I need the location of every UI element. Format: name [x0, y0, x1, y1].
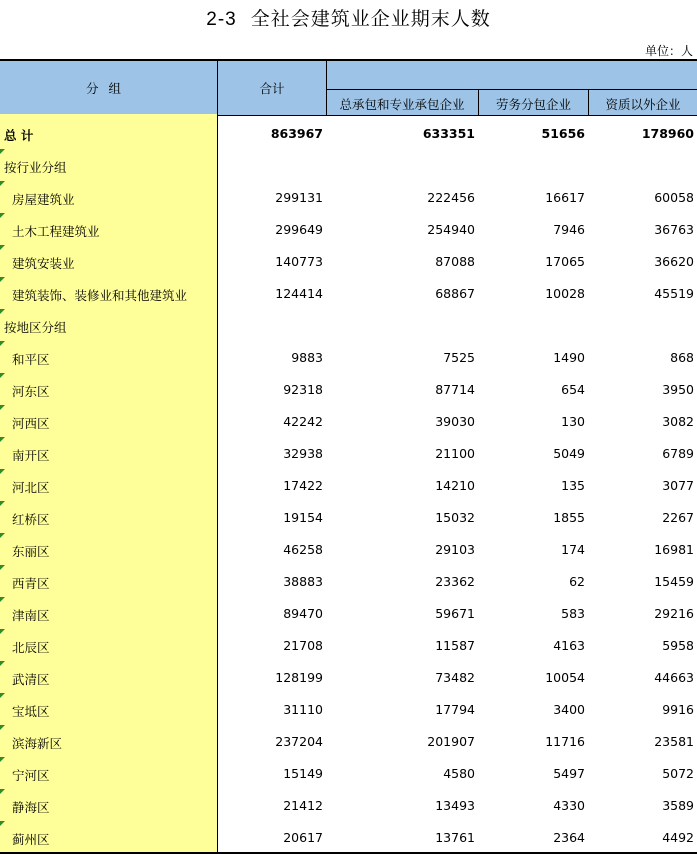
- row-value: 124414: [275, 286, 323, 301]
- row-label: 静海区: [12, 800, 50, 815]
- row-label: 东丽区: [12, 544, 50, 559]
- row-value: 45519: [654, 286, 694, 301]
- row-value: 13761: [435, 830, 475, 845]
- table-row: [0, 661, 697, 693]
- row-value: 254940: [427, 222, 475, 237]
- cell-marker: [0, 597, 5, 602]
- row-value: 17065: [545, 254, 585, 269]
- row-label: 武清区: [12, 672, 50, 687]
- row-value: 4580: [443, 766, 475, 781]
- table-row: [0, 629, 697, 661]
- row-value: 87088: [435, 254, 475, 269]
- row-value: 7525: [443, 350, 475, 365]
- row-value: 29216: [654, 606, 694, 621]
- row-value: 633351: [422, 126, 475, 141]
- row-value: 92318: [283, 382, 323, 397]
- row-label: 红桥区: [12, 512, 50, 527]
- row-value: 21100: [435, 446, 475, 461]
- cell-marker: [0, 693, 5, 698]
- row-value: 3082: [662, 414, 694, 429]
- cell-marker: [0, 757, 5, 762]
- row-label: 南开区: [12, 448, 50, 463]
- table-row: [0, 341, 697, 373]
- row-value: 16617: [545, 190, 585, 205]
- row-value: 15459: [654, 574, 694, 589]
- row-value: 39030: [435, 414, 475, 429]
- cell-marker: [0, 277, 5, 282]
- row-value: 4330: [553, 798, 585, 813]
- row-value: 89470: [283, 606, 323, 621]
- cell-marker: [0, 469, 5, 474]
- total-row: [0, 117, 697, 149]
- table-title-text: 全社会建筑业企业期末人数: [250, 8, 491, 30]
- row-value: 1490: [553, 350, 585, 365]
- row-value: 130: [561, 414, 585, 429]
- row-label: 河东区: [12, 384, 50, 399]
- row-value: 3589: [662, 798, 694, 813]
- row-label: 河西区: [12, 416, 50, 431]
- row-value: 68867: [435, 286, 475, 301]
- cell-marker: [0, 341, 5, 346]
- row-value: 87714: [435, 382, 475, 397]
- unit-label: 单位：人: [644, 44, 693, 58]
- row-value: 32938: [283, 446, 323, 461]
- row-value: 3077: [662, 478, 694, 493]
- table-number: 2-3: [206, 9, 237, 30]
- cell-marker: [0, 309, 5, 314]
- row-label: 宝坻区: [12, 704, 50, 719]
- table-header: [0, 59, 697, 116]
- table-row: [0, 533, 697, 565]
- row-value: 62: [569, 574, 585, 589]
- row-label: 宁河区: [12, 768, 50, 783]
- row-value: 14210: [435, 478, 475, 493]
- cell-marker: [0, 661, 5, 666]
- header-unqualified: 资质以外企业: [605, 97, 681, 112]
- row-value: 583: [561, 606, 585, 621]
- row-value: 201907: [427, 734, 475, 749]
- row-label: 西青区: [12, 576, 50, 591]
- cell-marker: [0, 629, 5, 634]
- row-value: 17794: [435, 702, 475, 717]
- row-value: 5072: [662, 766, 694, 781]
- row-value: 654: [561, 382, 585, 397]
- row-value: 23581: [654, 734, 694, 749]
- cell-marker: [0, 437, 5, 442]
- row-value: 1855: [553, 510, 585, 525]
- row-value: 5497: [553, 766, 585, 781]
- row-value: 42242: [283, 414, 323, 429]
- row-value: 15149: [283, 766, 323, 781]
- table-row: [0, 757, 697, 789]
- row-value: 59671: [435, 606, 475, 621]
- row-label: 津南区: [12, 608, 50, 623]
- header-subcolumns: [326, 89, 697, 116]
- row-value: 299131: [275, 190, 323, 205]
- row-value: 11587: [435, 638, 475, 653]
- cell-marker: [0, 373, 5, 378]
- row-value: 222456: [427, 190, 475, 205]
- row-value: 73482: [435, 670, 475, 685]
- table-row: [0, 501, 697, 533]
- row-label: 总 计: [4, 128, 34, 143]
- table-row: [0, 693, 697, 725]
- cell-marker: [0, 789, 5, 794]
- row-value: 15032: [435, 510, 475, 525]
- table-row: [0, 437, 697, 469]
- row-value: 36620: [654, 254, 694, 269]
- row-value: 46258: [283, 542, 323, 557]
- table-row: [0, 597, 697, 629]
- row-value: 9883: [291, 350, 323, 365]
- row-value: 237204: [275, 734, 323, 749]
- header-group: 分组: [85, 81, 131, 96]
- row-value: 299649: [275, 222, 323, 237]
- row-value: 5958: [662, 638, 694, 653]
- header-contract: 总承包和专业承包企业: [339, 97, 465, 112]
- row-label: 河北区: [12, 480, 50, 495]
- row-value: 178960: [641, 126, 694, 141]
- table-row: [0, 245, 697, 277]
- row-value: 38883: [283, 574, 323, 589]
- table-row: [0, 213, 697, 245]
- cell-marker: [0, 245, 5, 250]
- table-title: [0, 4, 697, 31]
- row-value: 51656: [541, 126, 585, 141]
- row-value: 16981: [654, 542, 694, 557]
- row-label: 和平区: [12, 352, 50, 367]
- row-value: 44663: [654, 670, 694, 685]
- cell-marker: [0, 181, 5, 186]
- table-row: [0, 373, 697, 405]
- table-row: [0, 821, 697, 853]
- cell-marker: [0, 501, 5, 506]
- row-value: 4492: [662, 830, 694, 845]
- row-value: 19154: [283, 510, 323, 525]
- row-value: 11716: [545, 734, 585, 749]
- row-value: 21412: [283, 798, 323, 813]
- row-label: 建筑安装业: [12, 256, 75, 271]
- header-labor: 劳务分包企业: [495, 97, 571, 112]
- row-label: 滨海新区: [12, 736, 63, 751]
- row-value: 868: [670, 350, 694, 365]
- cell-marker: [0, 149, 5, 154]
- row-value: 2364: [553, 830, 585, 845]
- row-value: 2267: [662, 510, 694, 525]
- cell-marker: [0, 725, 5, 730]
- table-row: [0, 469, 697, 501]
- row-value: 36763: [654, 222, 694, 237]
- cell-marker: [0, 821, 5, 826]
- row-value: 10028: [545, 286, 585, 301]
- row-label: 建筑装饰、装修业和其他建筑业: [12, 288, 188, 303]
- row-value: 3950: [662, 382, 694, 397]
- row-value: 17422: [283, 478, 323, 493]
- row-value: 135: [561, 478, 585, 493]
- row-label: 按地区分组: [4, 320, 67, 335]
- row-value: 20617: [283, 830, 323, 845]
- row-value: 5049: [553, 446, 585, 461]
- row-label: 蓟州区: [12, 832, 50, 847]
- row-value: 863967: [270, 126, 323, 141]
- table-row: [0, 181, 697, 213]
- row-value: 128199: [275, 670, 323, 685]
- row-value: 23362: [435, 574, 475, 589]
- row-label: 按行业分组: [4, 160, 67, 175]
- header-total: 合计: [259, 81, 285, 96]
- table-row: [0, 725, 697, 757]
- cell-marker: [0, 213, 5, 218]
- row-label: 土木工程建筑业: [12, 224, 100, 239]
- row-label: 房屋建筑业: [12, 192, 75, 207]
- cell-marker: [0, 533, 5, 538]
- row-value: 21708: [283, 638, 323, 653]
- section-row: [0, 309, 697, 341]
- table-row: [0, 789, 697, 821]
- row-value: 174: [561, 542, 585, 557]
- cell-marker: [0, 405, 5, 410]
- row-value: 140773: [275, 254, 323, 269]
- row-value: 4163: [553, 638, 585, 653]
- table-row: [0, 565, 697, 597]
- table-row: [0, 405, 697, 437]
- row-label: 北辰区: [12, 640, 50, 655]
- row-value: 31110: [283, 702, 323, 717]
- row-value: 3400: [553, 702, 585, 717]
- row-value: 7946: [553, 222, 585, 237]
- row-value: 29103: [435, 542, 475, 557]
- cell-marker: [0, 565, 5, 570]
- row-value: 9916: [662, 702, 694, 717]
- table-row: [0, 277, 697, 309]
- row-value: 13493: [435, 798, 475, 813]
- section-row: [0, 149, 697, 181]
- row-value: 60058: [654, 190, 694, 205]
- row-value: 10054: [545, 670, 585, 685]
- row-value: 6789: [662, 446, 694, 461]
